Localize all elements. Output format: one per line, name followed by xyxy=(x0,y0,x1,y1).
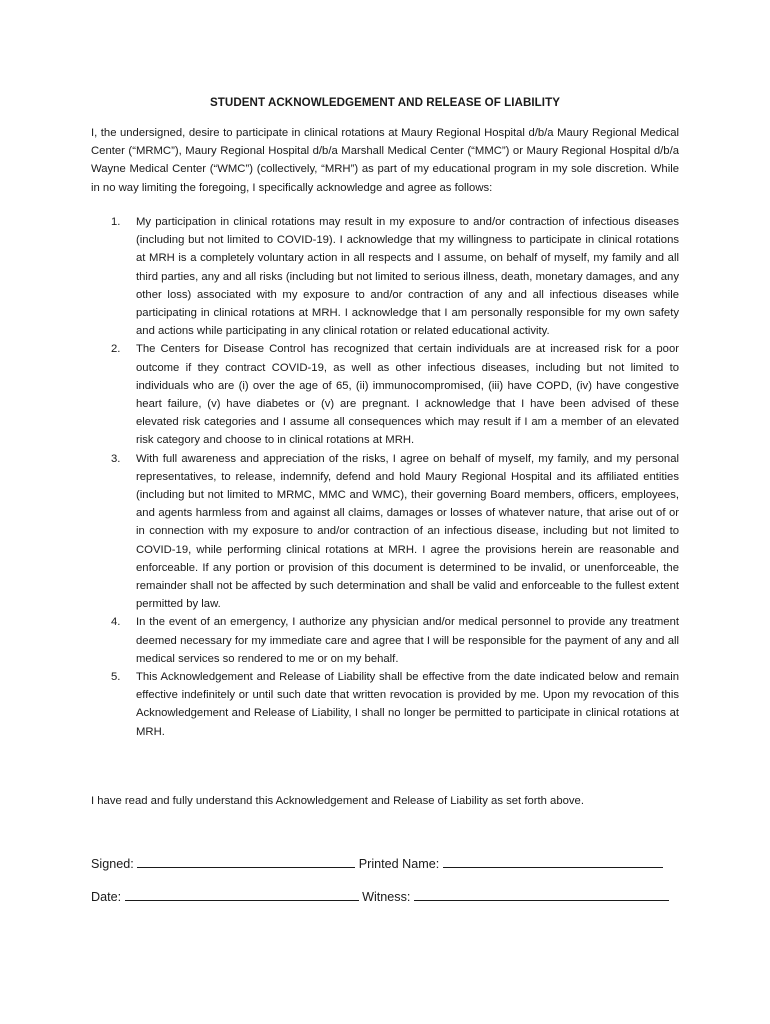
clause-text: This Acknowledgement and Release of Liability shall be effective from the date indicated below and remain effective indefinitely or until such date that written revocation is provided by me. Upon my revocation of this Acknowledgement and Release of Liability, I shall no longer be permitted to participate in clinical rotations at MRH. xyxy=(136,671,679,738)
clause-text: The Centers for Disease Control has recognized that certain individuals are at increased risk for a poor outcome if they contract COVID-19, as well as other infectious diseases, including but not limited to individuals who are (i) over the age of 65, (ii) immunocompromised, (iii) have COPD, (iv) have congestive heart failure, (v) have diabetes or (v) are pregnant. I acknowledge that I have been advised of these elevated risk categories and I assume all consequences which may result if I am a member of an elevated risk category and choose to in clinical rotations at MRH. xyxy=(136,343,679,447)
date-field[interactable] xyxy=(125,888,359,901)
signature-field[interactable] xyxy=(137,855,355,868)
clause-text: With full awareness and appreciation of the risks, I agree on behalf of myself, my family, and my personal representatives, to release, indemnify, defend and hold Maury Regional Hospital and its affiliated entities (including but not limited to MRMC, MMC and WMC), their governing Board members, officers, employees, and agents harmless from and against all claims, damages or losses of whatever nature, that arise out of or in connection with my exposure to and/or contraction of an infectious disease, including but not limited to COVID-19, while performing clinical rotations at MRH. I agree the provisions herein are reasonable and enforceable. If any portion or provision of this document is determined to be invalid, or unenforceable, the remainder shall not be affected by such determination and shall be valid and enforceable to the fullest extent permitted by law. xyxy=(136,452,679,611)
clause-number: 2. xyxy=(111,343,121,356)
clause-item xyxy=(91,613,679,668)
clause-text: In the event of an emergency, I authorize any physician and/or medical personnel to provide any treatment deemed necessary for my immediate care and agree that I will be responsible for the payment of any and all medical services so rendered to me or on my behalf. xyxy=(136,616,679,665)
clause-list xyxy=(91,213,679,741)
date-witness-row xyxy=(91,888,711,904)
intro-paragraph: I, the undersigned, desire to participate in clinical rotations at Maury Regional Hospital d/b/a Maury Regional Medical Center (“MRMC”), Maury Regional Hospital d/b/a Marshall Medical Center (“MMC”) or Maury Regional Hospital d/b/a Wayne Medical Center (“WMC”) (collectively, “MRH”) as part of my educational program in my sole discretion. While in no way limiting the foregoing, I specifically acknowledge and agree as follows: xyxy=(91,127,679,194)
date-label: Date: xyxy=(91,890,122,904)
signature-row xyxy=(91,855,711,871)
printed-name-label: Printed Name: xyxy=(358,857,440,871)
clause-number: 3. xyxy=(111,452,121,465)
witness-field[interactable] xyxy=(414,888,669,901)
clause-number: 4. xyxy=(111,616,121,629)
clause-item xyxy=(91,450,679,614)
clause-item xyxy=(91,213,679,340)
signed-label: Signed: xyxy=(91,857,134,871)
printed-name-field[interactable] xyxy=(443,855,663,868)
document-title: STUDENT ACKNOWLEDGEMENT AND RELEASE OF LIABILITY xyxy=(210,96,560,109)
acknowledgement-statement: I have read and fully understand this Acknowledgement and Release of Liability as set forth above. xyxy=(91,795,584,807)
witness-label: Witness: xyxy=(362,890,411,904)
clause-item xyxy=(91,668,679,741)
clause-item xyxy=(91,340,679,449)
clause-text: My participation in clinical rotations may result in my exposure to and/or contraction of infectious diseases (including but not limited to COVID-19). I acknowledge that my willingness to participate in clinical rotations at MRH is a completely voluntary action in all respects and I assume, on behalf of myself, my family and all third parties, any and all risks (including but not limited to serious illness, death, monetary damages, and any other loss) associated with my exposure to and/or contraction of any and all infectious diseases while participating in clinical rotations at MRH. I acknowledge that I am personally responsible for my own safety and actions while participating in any clinical rotation or related educational activity. xyxy=(136,216,679,338)
clause-number: 5. xyxy=(111,671,121,684)
clause-number: 1. xyxy=(111,216,121,228)
